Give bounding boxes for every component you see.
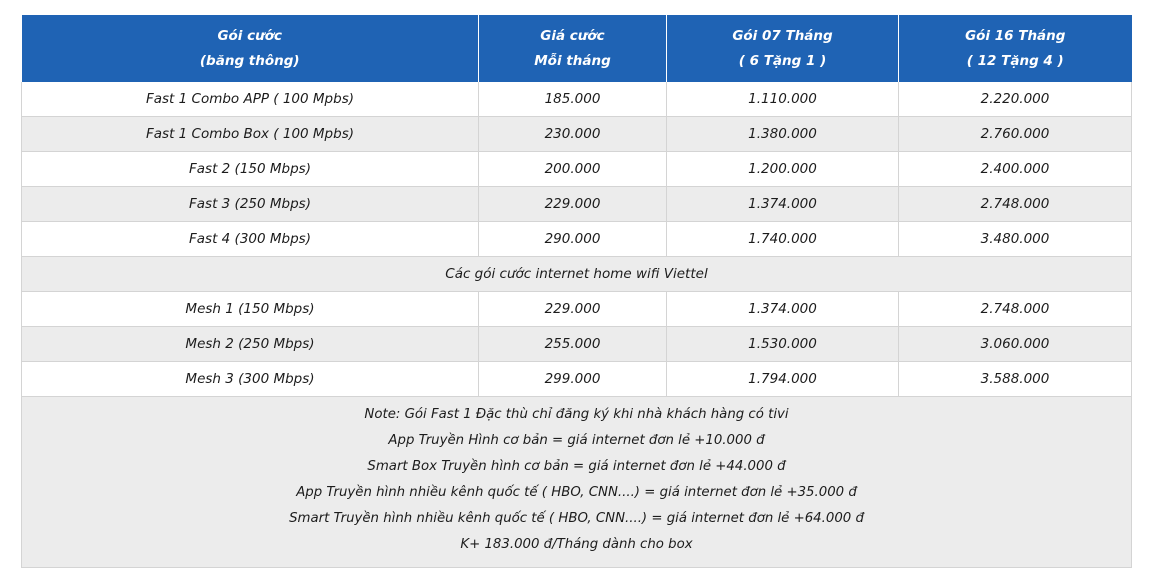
monthly-price: 200.000 — [479, 152, 667, 187]
package-name: Mesh 2 (250 Mbps) — [22, 327, 479, 362]
price-16-month: 3.060.000 — [899, 327, 1132, 362]
price-7-month: 1.374.000 — [667, 187, 899, 222]
monthly-price: 229.000 — [479, 292, 667, 327]
price-7-month: 1.530.000 — [667, 327, 899, 362]
table-row — [22, 152, 1132, 187]
price-16-month: 2.748.000 — [899, 292, 1132, 327]
table-row — [22, 327, 1132, 362]
header-package: Gói cước (băng thông) — [22, 15, 479, 82]
package-name: Fast 3 (250 Mbps) — [22, 187, 479, 222]
note-line: K+ 183.000 đ/Tháng dành cho box — [460, 537, 693, 552]
price-16-month: 2.220.000 — [899, 82, 1132, 117]
monthly-price: 290.000 — [479, 222, 667, 257]
package-name: Fast 4 (300 Mbps) — [22, 222, 479, 257]
price-7-month: 1.380.000 — [667, 117, 899, 152]
monthly-price: 230.000 — [479, 117, 667, 152]
package-name: Fast 1 Combo Box ( 100 Mpbs) — [22, 117, 479, 152]
table-row — [22, 187, 1132, 222]
price-7-month: 1.110.000 — [667, 82, 899, 117]
note-line: App Truyền hình nhiều kênh quốc tế ( HBO, CNN....) = giá internet đơn lẻ +35.000 đ — [296, 485, 857, 500]
package-name: Fast 1 Combo APP ( 100 Mpbs) — [22, 82, 479, 117]
price-16-month: 2.748.000 — [899, 187, 1132, 222]
price-7-month: 1.740.000 — [667, 222, 899, 257]
price-16-month: 2.760.000 — [899, 117, 1132, 152]
price-7-month: 1.374.000 — [667, 292, 899, 327]
pricing-table — [21, 15, 1132, 568]
pricing-table-container — [21, 15, 1131, 568]
package-name: Mesh 1 (150 Mbps) — [22, 292, 479, 327]
table-row — [22, 117, 1132, 152]
price-16-month: 3.480.000 — [899, 222, 1132, 257]
price-16-month: 3.588.000 — [899, 362, 1132, 397]
notes-cell — [22, 397, 1132, 568]
table-row — [22, 222, 1132, 257]
header-16-month: Gói 16 Tháng ( 12 Tặng 4 ) — [899, 15, 1132, 82]
notes-row — [22, 397, 1132, 568]
price-7-month: 1.200.000 — [667, 152, 899, 187]
header-monthly-price: Giá cước Mỗi tháng — [479, 15, 667, 82]
section-row — [22, 257, 1132, 292]
package-name: Mesh 3 (300 Mbps) — [22, 362, 479, 397]
monthly-price: 299.000 — [479, 362, 667, 397]
table-row — [22, 292, 1132, 327]
section-title: Các gói cước internet home wifi Viettel — [22, 257, 1132, 292]
note-line: Smart Box Truyền hình cơ bản = giá internet đơn lẻ +44.000 đ — [367, 459, 786, 474]
price-7-month: 1.794.000 — [667, 362, 899, 397]
price-16-month: 2.400.000 — [899, 152, 1132, 187]
table-row — [22, 362, 1132, 397]
header-7-month: Gói 07 Tháng ( 6 Tặng 1 ) — [667, 15, 899, 82]
table-header-row — [22, 15, 1132, 82]
note-line: Smart Truyền hình nhiều kênh quốc tế ( HBO, CNN....) = giá internet đơn lẻ +64.000 đ — [289, 511, 864, 526]
note-line: App Truyền Hình cơ bản = giá internet đơn lẻ +10.000 đ — [388, 433, 765, 448]
monthly-price: 229.000 — [479, 187, 667, 222]
table-row — [22, 82, 1132, 117]
monthly-price: 185.000 — [479, 82, 667, 117]
note-line: Note: Gói Fast 1 Đặc thù chỉ đăng ký khi nhà khách hàng có tivi — [364, 407, 789, 422]
package-name: Fast 2 (150 Mbps) — [22, 152, 479, 187]
monthly-price: 255.000 — [479, 327, 667, 362]
